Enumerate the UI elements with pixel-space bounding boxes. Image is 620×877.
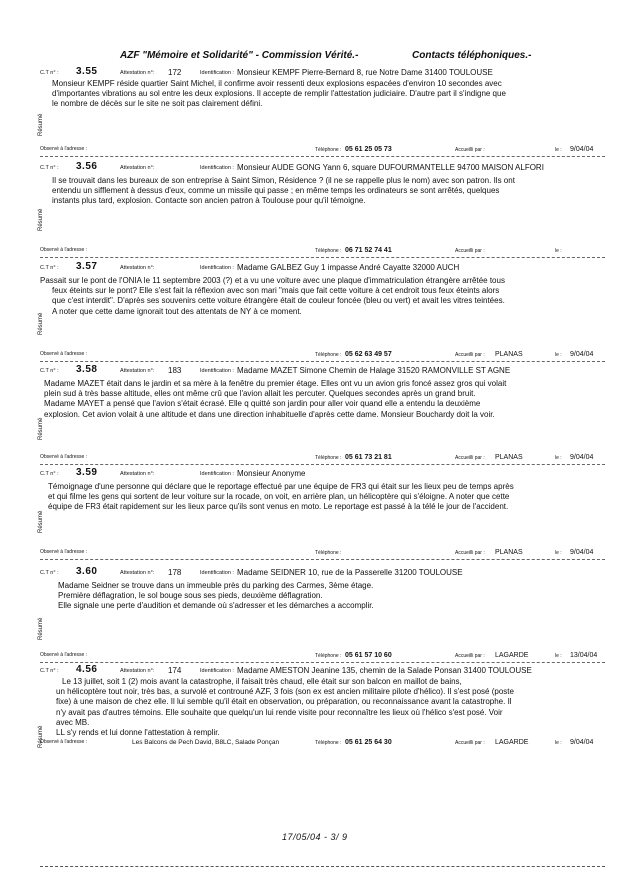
- text-line: Madame Seidner se trouve dans un immeuble près du parking des Carmes, 3ème étage.: [58, 581, 374, 590]
- observe-value: Les Balcons de Pech David, B8LC, Salade Ponçan: [132, 739, 280, 746]
- date-value: 9/04/04: [570, 146, 594, 153]
- observe-label: Observé à l'adresse :: [40, 247, 88, 253]
- entry-footer: [40, 351, 605, 362]
- text-line: Monsieur KEMPF réside quartier Saint Michel, il confirme avoir ressenti deux explosions espacées d'environ 10 secondes avec: [52, 79, 502, 88]
- resume-text: [52, 176, 600, 207]
- telephone-label: Téléphone :: [315, 740, 342, 746]
- document-header: [0, 50, 620, 64]
- accueilli-label: Accueilli par :: [455, 740, 485, 746]
- date-label: le :: [555, 248, 562, 254]
- accueilli-label: Accueilli par :: [455, 352, 485, 358]
- attestation-number: 178: [168, 568, 182, 577]
- ctn-number: 3.55: [76, 66, 98, 77]
- text-line: LL s'y rends et lui donne l'attestation à remplir.: [56, 727, 220, 737]
- identification-value: Madame SEIDNER 10, rue de la Passerelle 31200 TOULOUSE: [237, 568, 463, 577]
- identification-value: Monsieur AUDE GONG Yann 6, square DUFOURMANTELLE 94700 MAISON ALFORI: [237, 163, 544, 172]
- ctn-label: C.T n° :: [40, 165, 59, 171]
- date-value: 9/04/04: [570, 549, 594, 556]
- telephone-label: Téléphone :: [315, 147, 342, 153]
- resume-text: [58, 581, 606, 612]
- date-value: 13/04/04: [570, 652, 598, 659]
- identification-label: Identification :: [200, 70, 234, 76]
- ctn-label: C.T n° :: [40, 471, 59, 477]
- text-line: le nombre de décès sur le site ne soit pas clairement défini.: [52, 99, 263, 109]
- telephone-label: Téléphone :: [315, 550, 342, 556]
- resume-text: [48, 482, 596, 513]
- telephone-value: 05 62 63 49 57: [345, 351, 392, 358]
- attestation-label: Attestation n°:: [120, 368, 155, 374]
- date-value: 9/04/04: [570, 454, 594, 461]
- attestation-number: 172: [168, 68, 182, 77]
- resume-label: Résumé: [38, 312, 44, 335]
- attestation-label: Attestation n°:: [120, 471, 155, 477]
- entry-footer: [40, 146, 605, 157]
- text-line: fixe) à une maison de chez elle. Il lui semble qu'il était en observation, ou préparation, ou reconnaissance avant la catastrophe. Il: [56, 697, 512, 707]
- telephone-value: 05 61 73 21 81: [345, 454, 392, 461]
- telephone-value: 05 61 57 10 60: [345, 652, 392, 659]
- ctn-number: 3.58: [76, 364, 98, 375]
- resume-label: Résumé: [38, 510, 44, 533]
- ctn-number: 3.59: [76, 467, 98, 478]
- accueilli-label: Accueilli par :: [455, 653, 485, 659]
- resume-text: [56, 677, 604, 738]
- observe-label: Observé à l'adresse :: [40, 739, 88, 745]
- text-line: n'y avait pas d'autres témoins. Elle souhaite que quelqu'un lui rende visite pour reconnaître les lieux où l'hélico s'est posé. Voir: [56, 707, 503, 717]
- text-line: instants plus tard, explosion. Contacte son ancien patron à Toulouse pour qu'il témoigne.: [52, 196, 366, 206]
- telephone-value: 06 71 52 74 41: [345, 247, 392, 254]
- attestation-label: Attestation n°:: [120, 70, 155, 76]
- resume-label: Résumé: [38, 208, 44, 231]
- accueilli-label: Accueilli par :: [455, 147, 485, 153]
- date-value: 9/04/04: [570, 739, 594, 746]
- date-label: le :: [555, 740, 562, 746]
- accueilli-label: Accueilli par :: [455, 550, 485, 556]
- accueilli-label: Accueilli par :: [455, 455, 485, 461]
- text-line: Première déflagration, le sol bouge sous ses pieds, deuxième déflagration.: [58, 591, 323, 601]
- resume-label: Résumé: [38, 725, 44, 748]
- text-line: Témoignage d'une personne qui déclare que le reportage effectué par une équipe de FR3 qui était sur les lieux peu de temps après: [48, 482, 514, 491]
- identification-value: Madame AMESTON Jeanine 135, chemin de la Salade Ponsan 31400 TOULOUSE: [237, 666, 532, 675]
- text-line: d'importantes vibrations au sol entre les deux explosions. Il accepte de remplir l'attestation judiciaire. D'autre part il s'indigne que: [52, 89, 506, 99]
- entry-footer: [40, 549, 605, 560]
- telephone-label: Téléphone :: [315, 352, 342, 358]
- ctn-label: C.T n° :: [40, 265, 59, 271]
- ctn-label: C.T n° :: [40, 570, 59, 576]
- text-line: un hélicoptère tout noir, très bas, a survolé et controuné AZF, 3 fois (son ex est ancien militaire pilote d'hélico). Il s'est posé (poste: [56, 687, 514, 697]
- entry-footer: [40, 454, 605, 465]
- resume-text: [40, 276, 588, 317]
- text-line: Il se trouvait dans les bureaux de son entreprise à Saint Simon, Résidence ? (il ne se rappelle plus le nom) avec son patron. Ils ont: [52, 176, 515, 185]
- text-line: avec MB.: [56, 717, 90, 727]
- accueilli-value: LAGARDE: [495, 652, 529, 659]
- accueilli-label: Accueilli par :: [455, 248, 485, 254]
- identification-label: Identification :: [200, 265, 234, 271]
- attestation-number: 174: [168, 666, 182, 675]
- accueilli-value: PLANAS: [495, 351, 523, 358]
- text-line: entendu un sifflement à dessus d'eux, comme un missile qui passe ; en même temps les ordinateurs se sont arrêtés, quelques: [52, 186, 500, 196]
- date-label: le :: [555, 455, 562, 461]
- attestation-label: Attestation n°:: [120, 570, 155, 576]
- accueilli-value: PLANAS: [495, 549, 523, 556]
- text-line: que c'est interdit". D'après ses souvenirs cette voiture étrangère était de couleur foncée (bleu ou vert) et avait les vitres teintées.: [52, 296, 505, 306]
- identification-label: Identification :: [200, 471, 234, 477]
- telephone-value: 05 61 25 64 30: [345, 739, 392, 746]
- header-title: AZF "Mémoire et Solidarité" - Commission Vérité.-: [120, 50, 359, 61]
- identification-value: Monsieur KEMPF Pierre-Bernard 8, rue Notre Dame 31400 TOULOUSE: [237, 68, 493, 77]
- observe-label: Observé à l'adresse :: [40, 351, 88, 357]
- ctn-label: C.T n° :: [40, 368, 59, 374]
- page-footer: 17/05/04 - 3/ 9: [282, 832, 348, 842]
- resume-text: [44, 379, 592, 420]
- identification-label: Identification :: [200, 368, 234, 374]
- date-label: le :: [555, 352, 562, 358]
- date-label: le :: [555, 550, 562, 556]
- ctn-label: C.T n° :: [40, 70, 59, 76]
- text-line: Elle signale une perte d'audition et demande où s'adresser et les démarches a accomplir.: [58, 601, 374, 611]
- resume-text: [52, 79, 600, 110]
- attestation-label: Attestation n°:: [120, 165, 155, 171]
- date-label: le :: [555, 653, 562, 659]
- entry-footer: [40, 247, 605, 258]
- observe-label: Observé à l'adresse :: [40, 454, 88, 460]
- date-label: le :: [555, 147, 562, 153]
- accueilli-value: PLANAS: [495, 454, 523, 461]
- observe-label: Observé à l'adresse :: [40, 549, 88, 555]
- resume-label: Résumé: [38, 617, 44, 640]
- entry-footer: [40, 739, 605, 749]
- entry-footer: [40, 652, 605, 663]
- text-line: équipe de FR3 était rapidement sur les lieux parce qu'ils sont venus en moto. Le reportage est passé à la télé le jour de l'accident.: [48, 502, 509, 512]
- attestation-number: 183: [168, 366, 182, 375]
- identification-label: Identification :: [200, 668, 234, 674]
- date-value: 9/04/04: [570, 351, 594, 358]
- text-line: Madame MAZET était dans le jardin et sa mère à la fenêtre du premier étage. Elles ont vu un avion gris foncé assez gros qui volait: [44, 379, 507, 388]
- identification-label: Identification :: [200, 165, 234, 171]
- text-line: Passait sur le pont de l'ONIA le 11 septembre 2003 (?) et a vu une voiture avec une plaque d'immatriculation étrangère arrêtée tous: [40, 276, 505, 285]
- identification-value: Madame MAZET Simone Chemin de Halage 31520 RAMONVILLE ST AGNE: [237, 366, 511, 375]
- text-line: feux éteints sur le pont? Elle s'est fait la réflexion avec son mari "mais que fait cette voiture à cet endroit tous feux éteints alors: [52, 286, 500, 296]
- text-line: et qui filme les gens qui sortent de leur voiture sur la rocade, on voit, en arrière plan, un hélicoptère qui s'éloigne. A noter que cette: [48, 492, 510, 502]
- ctn-number: 3.56: [76, 161, 98, 172]
- ctn-number: 3.60: [76, 566, 98, 577]
- text-line: A noter que cette dame ignorait tout des attentats de NY à ce moment.: [52, 306, 302, 316]
- telephone-label: Téléphone :: [315, 248, 342, 254]
- attestation-label: Attestation n°:: [120, 265, 155, 271]
- resume-label: Résumé: [38, 113, 44, 136]
- observe-label: Observé à l'adresse :: [40, 146, 88, 152]
- text-line: explosion. Cet avion volait à une altitude et dans une direction inhabituelle d'après cette dame. Monsieur Bouchardy doit la voir.: [44, 409, 495, 419]
- observe-label: Observé à l'adresse :: [40, 652, 88, 658]
- identification-label: Identification :: [200, 570, 234, 576]
- identification-value: Madame GALBEZ Guy 1 impasse André Cayatte 32000 AUCH: [237, 263, 460, 272]
- telephone-label: Téléphone :: [315, 653, 342, 659]
- resume-label: Résumé: [38, 417, 44, 440]
- ctn-number: 3.57: [76, 261, 98, 272]
- ctn-number: 4.56: [76, 664, 98, 675]
- telephone-value: 05 61 25 05 73: [345, 146, 392, 153]
- text-line: Le 13 juillet, soit 1 (2) mois avant la catastrophe, il faisait très chaud, elle était sur son balcon en maillot de bains,: [62, 677, 462, 686]
- text-line: Madame MAYET a pensé que l'avion s'était écrasé. Elle q quitté son jardin pour aller voir quand elle a entendu la deuxième: [44, 399, 481, 409]
- attestation-label: Attestation n°:: [120, 668, 155, 674]
- telephone-label: Téléphone :: [315, 455, 342, 461]
- identification-value: Monsieur Anonyme: [237, 469, 306, 478]
- bottom-rule: [40, 866, 605, 867]
- accueilli-value: LAGARDE: [495, 739, 529, 746]
- ctn-label: C.T n° :: [40, 668, 59, 674]
- text-line: plein sud à très basse altitude, elles ont même crû que l'avion allait les percuter. Quelques secondes après un grand bruit.: [44, 389, 476, 399]
- header-contacts: Contacts téléphoniques.-: [412, 50, 532, 61]
